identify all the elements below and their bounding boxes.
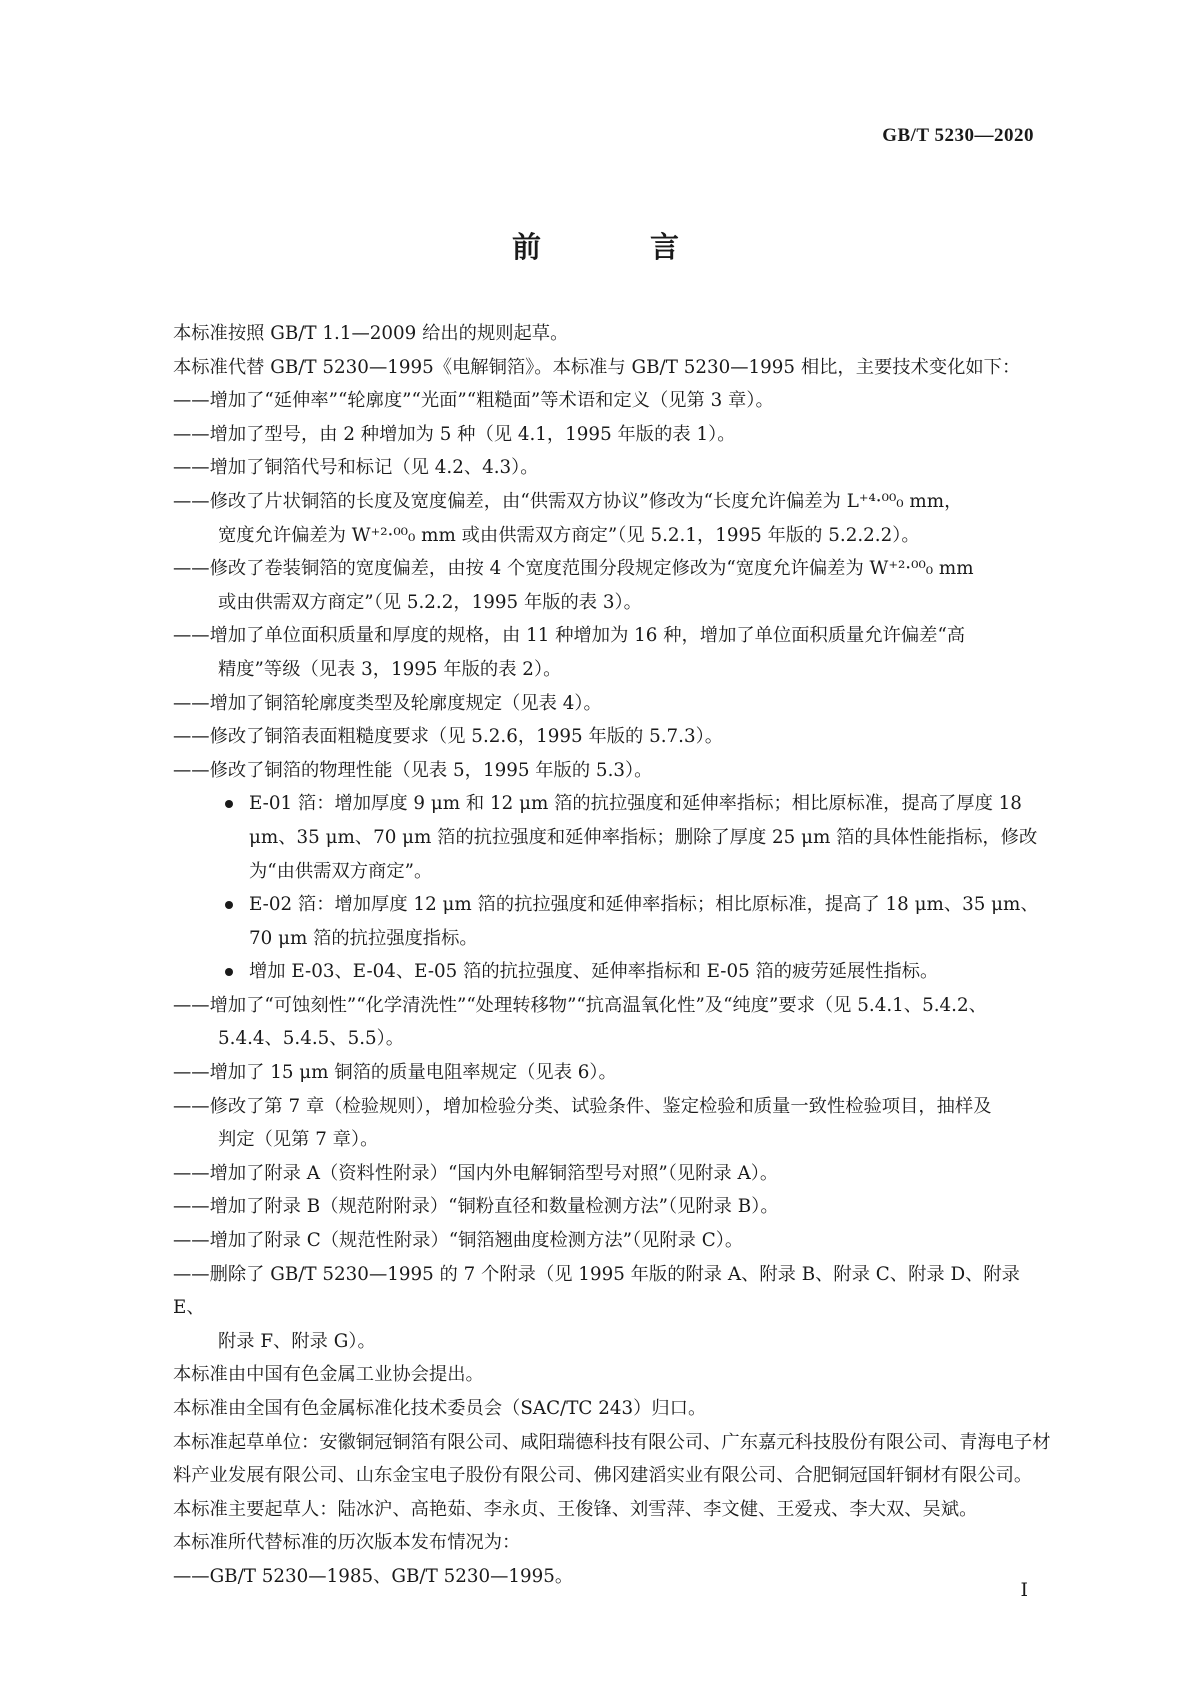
- change-item: ——修改了铜箔的物理性能（见表 5，1995 年版的 5.3）。: [173, 759, 653, 781]
- foreword-body: [173, 317, 1053, 1594]
- change-item: ——增加了“延伸率”“轮廓度”“光面”“粗糙面”等术语和定义（见第 3 章）。: [173, 390, 774, 412]
- change-item: ——增加了附录 B（规范附附录）“铜粉直径和数量检测方法”（见附录 B）。: [173, 1196, 779, 1218]
- change-item: ——修改了铜箔表面粗糙度要求（见 5.2.6，1995 年版的 5.7.3）。: [173, 726, 724, 748]
- bullet-item: E-02 箔：增加厚度 12 μm 箔的抗拉强度和延伸率指标；相比原标准，提高了 18 μm、35 μm、70 μm 箔的抗拉强度指标。: [173, 888, 1053, 955]
- change-item: ——增加了型号，由 2 种增加为 5 种（见 4.1，1995 年版的表 1）。: [173, 423, 736, 445]
- change-item: ——增加了铜箔代号和标记（见 4.2、4.3）。: [173, 457, 539, 479]
- change-item: ——增加了 15 μm 铜箔的质量电阻率规定（见表 6）。: [173, 1062, 617, 1084]
- change-item: ——修改了第 7 章（检验规则），增加检验分类、试验条件、鉴定检验和质量一致性检验项目，抽样及 判定（见第 7 章）。: [173, 1095, 992, 1151]
- bullet-icon: [225, 901, 233, 909]
- paragraph: 本标准代替 GB/T 5230—1995《电解铜箔》。本标准与 GB/T 5230—1995 相比，主要技术变化如下：: [173, 356, 1021, 378]
- page-number: I: [1020, 1579, 1028, 1601]
- change-item: ——修改了卷装铜箔的宽度偏差，由按 4 个宽度范围分段规定修改为“宽度允许偏差为 W⁺²·⁰⁰₀ mm 或由供需双方商定”（见 5.2.2，1995 年版的表 3）。: [173, 558, 974, 613]
- paragraph: 本标准由全国有色金属标准化技术委员会（SAC/TC 243）归口。: [173, 1398, 707, 1419]
- paragraph: ——GB/T 5230—1985、GB/T 5230—1995。: [173, 1565, 574, 1587]
- bullet-item: 增加 E-03、E-04、E-05 箔的抗拉强度、延伸率指标和 E-05 箔的疲劳延展性指标。: [173, 955, 1053, 989]
- bullet-icon: [225, 968, 233, 976]
- change-item: ——增加了附录 A（资料性附录）“国内外电解铜箔型号对照”（见附录 A）。: [173, 1162, 779, 1184]
- change-item: ——修改了片状铜箔的长度及宽度偏差，由“供需双方协议”修改为“长度允许偏差为 L⁺⁴·⁰⁰₀ mm， 宽度允许偏差为 W⁺²·⁰⁰₀ mm 或由供需双方商定”（见 5.2.1，1995 年版的 5.2.2.2）。: [173, 490, 963, 546]
- paragraph: 本标准由中国有色金属工业协会提出。: [173, 1364, 484, 1386]
- paragraph: 本标准所代替标准的历次版本发布情况为：: [173, 1532, 521, 1554]
- change-item: ——删除了 GB/T 5230—1995 的 7 个附录（见 1995 年版的附录 A、附录 B、附录 C、附录 D、附录 E、 附录 F、附录 G）。: [173, 1263, 1020, 1352]
- bullet-icon: [225, 800, 233, 808]
- standard-code: GB/T 5230—2020: [882, 125, 1034, 146]
- change-item: ——增加了铜箔轮廓度类型及轮廓度规定（见表 4）。: [173, 692, 602, 714]
- change-item: ——增加了单位面积质量和厚度的规格，由 11 种增加为 16 种，增加了单位面积质量允许偏差“高 精度”等级（见表 3，1995 年版的表 2）。: [173, 625, 966, 680]
- change-item: ——增加了附录 C（规范性附录）“铜箔翘曲度检测方法”（见附录 C）。: [173, 1230, 744, 1252]
- paragraph: 本标准按照 GB/T 1.1—2009 给出的规则起草。: [173, 323, 569, 344]
- bullet-item: E-01 箔：增加厚度 9 μm 和 12 μm 箔的抗拉强度和延伸率指标；相比原标准，提高了厚度 18 μm、35 μm、70 μm 箔的抗拉强度和延伸率指标；删除了厚度 25 μm 箔的具体性能指标，修改为“由供需双方商定”。: [173, 787, 1053, 888]
- page-title: 前 言: [511, 230, 719, 264]
- paragraph: 本标准主要起草人：陆冰沪、高艳茹、李永贞、王俊锋、刘雪萍、李文健、王爱戎、李大双、吴斌。: [173, 1498, 978, 1520]
- paragraph: 本标准起草单位：安徽铜冠铜箔有限公司、咸阳瑞德科技有限公司、广东嘉元科技股份有限公司、青海电子材料产业发展有限公司、山东金宝电子股份有限公司、佛冈建滔实业有限公司、合肥铜冠国轩铜材有限公司。: [173, 1431, 1051, 1487]
- change-item: ——增加了“可蚀刻性”“化学清洗性”“处理转移物”“抗高温氧化性”及“纯度”要求（见 5.4.1、5.4.2、 5.4.4、5.4.5、5.5）。: [173, 994, 987, 1050]
